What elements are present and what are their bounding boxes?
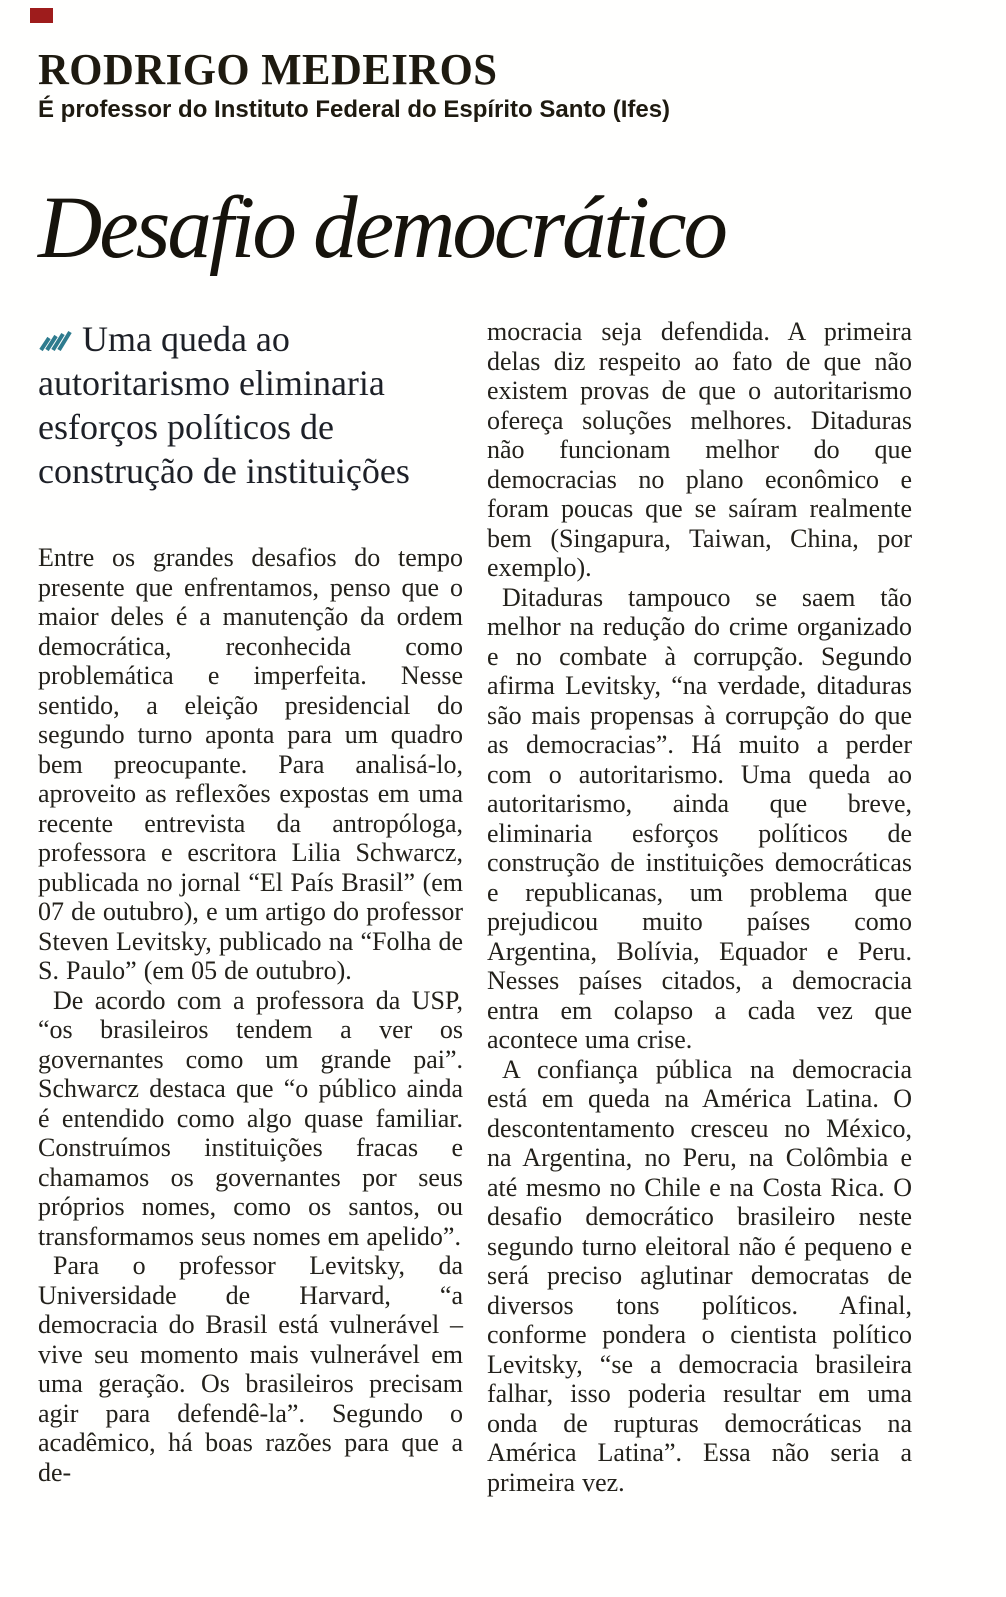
standfirst xyxy=(38,317,463,493)
headline: Desafio democrático xyxy=(38,178,725,277)
paragraph: Entre os grandes desafios do tempo presente que enfrentamos, penso que o maior deles é a manutenção da ordem democrática, reconhecida como problemática e imperfeita. Nesse sentido, a eleição presidencial do segundo turno aponta para um quadro bem preocupante. Para analisá-lo, aproveito as reflexões expostas em uma recente entrevista da antropóloga, professora e escritora Lilia Schwarcz, publicada no jornal “El País Brasil” (em 07 de outubro), e um artigo do professor Steven Levitsky, publicado na “Folha de S. Paulo” (em 05 de outubro). xyxy=(38,543,463,986)
standfirst-text: Uma queda ao autoritarismo eliminaria esforços políticos de construção de instituições xyxy=(38,319,410,492)
hatch-icon xyxy=(38,326,72,352)
paragraph: Para o professor Levitsky, da Universidade de Harvard, “a democracia do Brasil está vulnerável – vive seu momento mais vulnerável em uma geração. Os brasileiros precisam agir para defendê-la”. Segundo o acadêmico, há boas razões para que a de- xyxy=(38,1251,463,1487)
paragraph: A confiança pública na democracia está em queda na América Latina. O descontentamento cresceu no México, na Argentina, no Peru, na Colômbia e até mesmo no Chile e na Costa Rica. O desafio democrático brasileiro neste segundo turno eleitoral não é pequeno e será preciso aglutinar democratas de diversos tons políticos. Afinal, conforme pondera o cientista político Levitsky, “se a democracia brasileira falhar, isso poderia resultar em uma onda de rupturas democráticas na América Latina”. Essa não seria a primeira vez. xyxy=(487,1054,912,1497)
article-body xyxy=(38,317,912,1497)
author-name: RODRIGO MEDEIROS xyxy=(38,45,498,94)
section-marker-square xyxy=(30,8,53,23)
paragraph: De acordo com a professora da USP, “os brasileiros tendem a ver os governantes como um grande pai”. Schwarcz destaca que “o público ainda é entendido como algo quase familiar. Construímos instituições fracas e chamamos os governantes por seus próprios nomes, como os santos, ou transformamos seus nomes em apelido”. xyxy=(38,985,463,1251)
author-byline: É professor do Instituto Federal do Espírito Santo (Ifes) xyxy=(38,96,671,124)
paragraph: mocracia seja defendida. A primeira delas diz respeito ao fato de que não existem provas de que o autoritarismo ofereça soluções melhores. Ditaduras não funcionam melhor do que democracias no plano econômico e foram poucas que se saíram realmente bem (Singapura, Taiwan, China, por exemplo). xyxy=(487,317,912,583)
paragraph: Ditaduras tampouco se saem tão melhor na redução do crime organizado e no combate à corrupção. Segundo afirma Levitsky, “na verdade, ditaduras são mais propensas à corrupção do que as democracias”. Há muito a perder com o autoritarismo. Uma queda ao autoritarismo, ainda que breve, eliminaria esforços políticos de construção de instituições democráticas e republicanas, um problema que prejudicou muito países como Argentina, Bolívia, Equador e Peru. Nesses países citados, a democracia entra em colapso a cada vez que acontece uma crise. xyxy=(487,582,912,1055)
article-column-left xyxy=(38,317,463,1497)
article-column-right xyxy=(487,317,912,1497)
